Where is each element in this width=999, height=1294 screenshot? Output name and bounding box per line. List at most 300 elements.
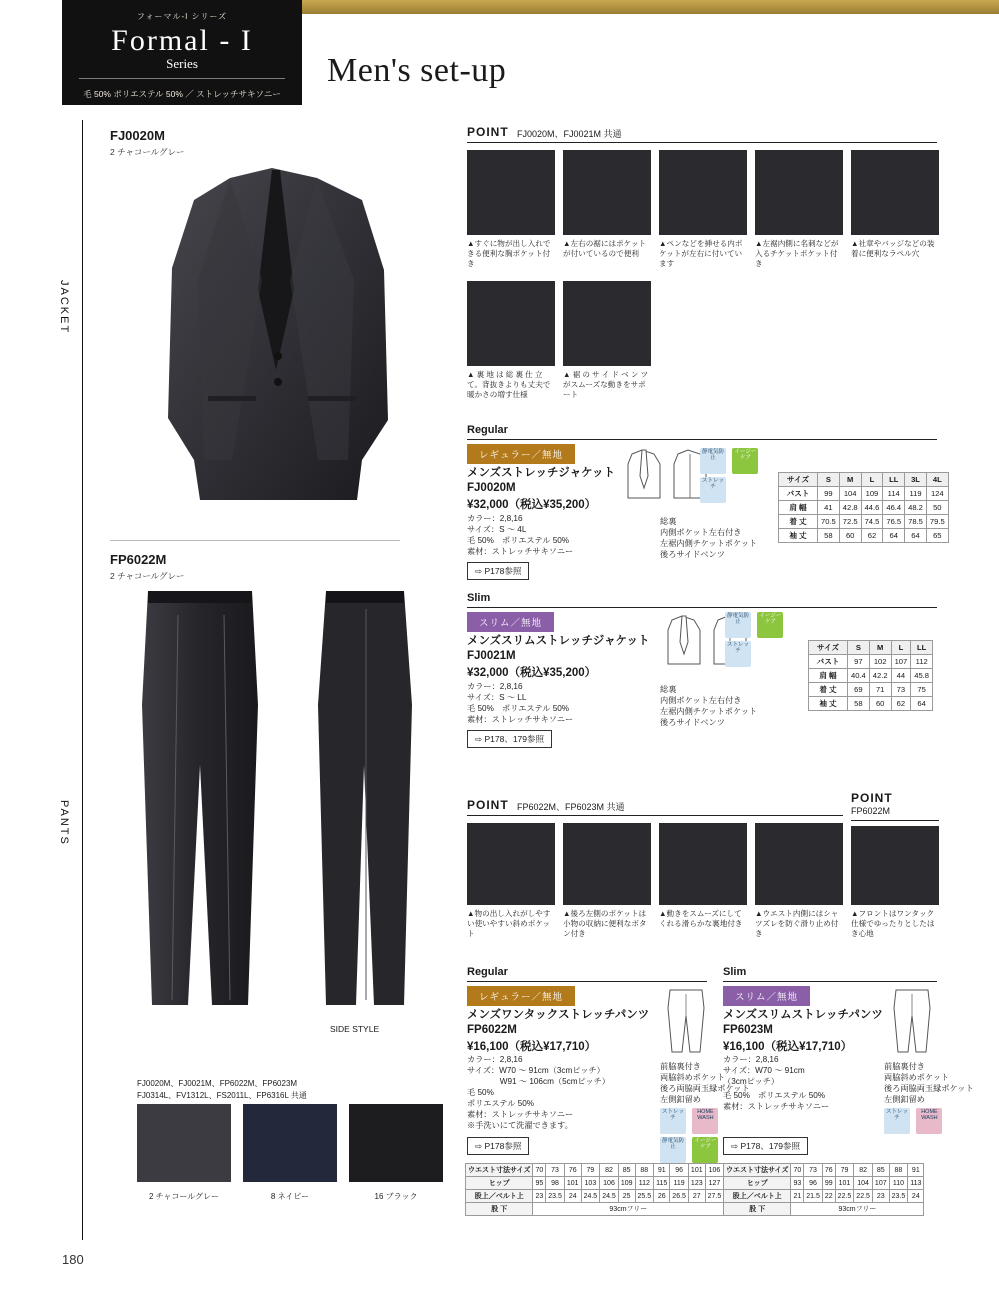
row-label: 股 下 [466,1203,533,1216]
cell: 97 [848,655,870,669]
cell: 73 [804,1164,823,1177]
table-row [724,1190,924,1203]
cell: 124 [926,487,948,501]
row-label: ヒップ [724,1177,791,1190]
swatch-item [349,1104,443,1202]
cell: 91 [654,1164,670,1177]
cell: 25 [618,1190,635,1203]
jacket-regular-spec-1: カラー：2,8,16 [467,514,523,523]
size-col-head: L [861,473,883,487]
cell: 22.5 [835,1190,854,1203]
cell: 26.5 [670,1190,689,1203]
table-row [809,697,933,711]
pants-regular-price: ¥16,100（税込¥17,710） [467,1041,597,1053]
cell: 23.5 [889,1190,908,1203]
left-divider [110,540,400,541]
pants-regular-feature-2: 両脇斜めポケット [660,1073,726,1082]
waist-table [723,1163,924,1216]
table-row [779,515,949,529]
pants-slim-price: ¥16,100（税込¥17,710） [723,1041,853,1053]
cell: 101 [835,1177,854,1190]
cell: 45.8 [911,669,933,683]
point-caption-4: ▲左裾内側に名刺などが入るチケットポケット付き [755,239,839,268]
cell: 101 [564,1177,581,1190]
cell: 65 [926,529,948,543]
vertical-tab-jacket: JACKET [58,280,70,335]
point-pants-photo-slant-pocket [467,823,555,905]
row-label: 袖 丈 [809,697,848,711]
pants-slim-rule [723,981,937,982]
row-label: 股 下 [724,1203,791,1216]
swatch-item [243,1104,337,1202]
table-row [779,473,949,487]
pants-slim-feature-4: 左側釦留め [884,1095,925,1104]
cell: 78.5 [905,515,927,529]
pants-regular-tag-label: レギュラー／無地 [467,986,575,1006]
pants-slim-section-heading: Slim [723,966,747,978]
cell: 24 [908,1190,924,1203]
point-caption-5: ▲社章やバッジなどの装着に便利なラペル穴 [851,239,935,258]
swatch-note-line-1: FJ0020M、FJ0021M、FP6022M、FP6023M [137,1079,298,1088]
point-jacket-heading: POINT [467,125,509,139]
cell: 99 [822,1177,835,1190]
jacket-slim-tag [467,612,554,632]
point-pants-right-rule [851,820,939,821]
cell: 42.2 [869,669,891,683]
row-label: ヒップ [466,1177,533,1190]
icon-antistatic: 静電気防止 [660,1137,686,1163]
jacket-slim-spec-1: カラー：2,8,16 [467,682,523,691]
jacket-slim-rule [467,607,937,608]
pants-regular-spec-3: W91 ～ 106cm（5cmピッチ） [467,1077,610,1086]
pants-slim-spec-5: 素材：ストレッチサキソニー [723,1102,830,1111]
jacket-slim-feature-2: 内側ポケット左右付き [660,696,742,705]
swatch-list [137,1104,443,1202]
series-material: 毛 50% ポリエステル 50% ／ ストレッチサキソニー [83,89,281,99]
icon-home-wash: HOME WASH [692,1108,718,1134]
pants-regular-code: FP6022M [467,1024,517,1036]
icon-home-wash: HOME WASH [916,1108,942,1134]
cell: 71 [869,683,891,697]
point-photo-chest-pocket [467,150,555,235]
table-row [809,655,933,669]
cell: 76.5 [883,515,905,529]
point-pants-right-heading: POINT [851,791,893,805]
pants-slim-illustration [886,986,938,1061]
cell: 22 [822,1190,835,1203]
cell: 115 [654,1177,670,1190]
pants-slim-ref-label[interactable]: ⇨ P178、179参照 [723,1137,808,1155]
size-col-head: M [839,473,861,487]
pants-slim-code: FP6023M [723,1024,773,1036]
table-row [779,501,949,515]
swatch-label: 2 チャコールグレー [148,1192,220,1201]
pants-regular-tag [467,986,575,1006]
point-pants-subheading: FP6022M、FP6023M 共通 [517,802,625,812]
pants-regular-spec-5: ポリエステル 50% [467,1099,535,1108]
cell: 93cmフリー [533,1203,724,1216]
pants-slim-spec-2: サイズ：W70 ～ 91cm [723,1066,805,1075]
pants-regular-illustration [660,986,712,1061]
pants-regular-spec-6: 素材：ストレッチサキソニー [467,1110,574,1119]
pants-slim-tag [723,986,810,1006]
point-caption-3: ▲ペンなどを挿せる内ポケットが左右に付いています [659,239,743,268]
jacket-regular-section-heading: Regular [467,424,508,436]
cell: 26 [654,1190,670,1203]
jacket-slim-spec-4: 素材：ストレッチサキソニー [467,715,574,724]
pants-color-label: 2 チャコールグレー [110,571,185,581]
cell: 62 [861,529,883,543]
cell: 76 [822,1164,835,1177]
size-col-head: サイズ [779,473,818,487]
cell: 109 [618,1177,635,1190]
cell: 112 [635,1177,654,1190]
pants-slim-tag-label: スリム／無地 [723,986,810,1006]
point-photo-ticket-pocket [755,150,843,235]
table-row [466,1177,724,1190]
size-col-head: LL [911,641,933,655]
pants-slim-name: メンズスリムストレッチパンツ [723,1009,883,1021]
cell: 64 [905,529,927,543]
pants-slim-spec-1: カラー：2,8,16 [723,1055,779,1064]
jacket-regular-rule [467,439,937,440]
cell: 75 [911,683,933,697]
cell: 22.5 [854,1190,873,1203]
icon-easy-care: イージーケア [757,612,783,638]
pants-slim-feature-1: 前脇裏付き [884,1062,925,1071]
jacket-slim-feature-1: 総裏 [660,685,677,694]
cell: 119 [670,1177,689,1190]
cell: 21.5 [804,1190,823,1203]
series-kana: フォーマル-I シリーズ [136,12,228,21]
pants-regular-ref[interactable] [467,1133,529,1155]
cell: 24.5 [600,1190,619,1203]
cell: 42.8 [839,501,861,515]
cell: 88 [635,1164,654,1177]
jacket-regular-feature-2: 内側ポケット左右付き [660,528,742,537]
row-label: ウエスト寸法サイズ [724,1164,791,1177]
table-row [466,1203,724,1216]
cell: 24.5 [581,1190,600,1203]
table-row [779,487,949,501]
jacket-regular-ref[interactable] [467,558,529,580]
size-col-head: サイズ [809,641,848,655]
table-row [809,641,933,655]
size-col-head: S [818,473,840,487]
icon-stretch: ストレッチ [725,641,751,667]
cell: 70 [791,1164,804,1177]
jacket-regular-size-table [778,472,949,543]
row-label: ウエスト寸法サイズ [466,1164,533,1177]
size-col-head: L [891,641,911,655]
point-jacket-rule [467,142,937,143]
jacket-slim-size-table [808,640,933,711]
point-pants-photo-back-pocket [563,823,651,905]
series-badge [62,0,302,105]
size-col-head: M [869,641,891,655]
cell: 103 [581,1177,600,1190]
pants-slim-waist-table [723,1163,924,1216]
cell: 74.5 [861,515,883,529]
badge-divider [79,78,285,79]
jacket-regular-icons [700,448,760,503]
row-label: バスト [779,487,818,501]
icon-antistatic: 静電気防止 [700,448,726,474]
pants-slim-feature-3: 後ろ両脇両玉縁ポケット [884,1084,974,1093]
pants-regular-icons [660,1108,720,1163]
row-label: 着 丈 [809,683,848,697]
series-subtitle: Series [166,56,198,71]
cell: 91 [908,1164,924,1177]
page-number: 180 [62,1252,84,1267]
swatch-label: 8 ネイビー [270,1192,310,1201]
series-title: Formal - I [111,24,253,57]
pants-regular-section-heading: Regular [467,966,508,978]
pants-front-photo [120,585,280,1020]
side-style-label: SIDE STYLE [330,1024,380,1034]
jacket-slim-ref-label[interactable]: ⇨ P178、179参照 [467,730,552,748]
jacket-slim-code: FJ0021M [467,650,516,662]
cell: 73 [546,1164,565,1177]
table-row [809,669,933,683]
swatch-color-chip [243,1104,337,1182]
jacket-regular-spec-2: サイズ：S ～ 4L [467,525,527,534]
table-row [466,1190,724,1203]
point-photo-full-lining [467,281,555,366]
row-label: 肩 幅 [779,501,818,515]
pants-slim-spec-3: （3cmピッチ） [723,1077,780,1086]
table-row [466,1164,724,1177]
table-row [724,1164,924,1177]
jacket-regular-spec-3: 毛 50% ポリエステル 50% [467,536,570,545]
cell: 85 [618,1164,635,1177]
row-label: バスト [809,655,848,669]
cell: 106 [600,1177,619,1190]
cell: 23.5 [546,1190,565,1203]
table-row [724,1177,924,1190]
pants-product-code: FP6022M [110,552,167,567]
cell: 104 [839,487,861,501]
cell: 127 [705,1177,724,1190]
cell: 44 [891,669,911,683]
cell: 64 [883,529,905,543]
pants-slim-ref[interactable] [723,1133,808,1155]
point-pants-rule [467,815,843,816]
row-label: 股上／ベルト上 [724,1190,791,1203]
cell: 27 [688,1190,705,1203]
icon-easy-care: イージーケア [692,1137,718,1163]
pants-regular-feature-1: 前脇裏付き [660,1062,701,1071]
pants-regular-spec-2: サイズ：W70 ～ 91cm（3cmピッチ） [467,1066,605,1075]
cell: 96 [670,1164,689,1177]
row-label: 着 丈 [779,515,818,529]
swatch-color-chip [137,1104,231,1182]
cell: 123 [688,1177,705,1190]
jacket-slim-ref[interactable] [467,726,552,748]
cell: 79.5 [926,515,948,529]
cell: 104 [854,1177,873,1190]
icon-stretch: ストレッチ [884,1108,910,1134]
cell: 69 [848,683,870,697]
cell: 101 [688,1164,705,1177]
cell: 102 [869,655,891,669]
jacket-slim-spec-3: 毛 50% ポリエステル 50% [467,704,570,713]
cell: 72.5 [839,515,861,529]
cell: 70 [533,1164,546,1177]
jacket-slim-feature-4: 後ろサイドベンツ [660,718,725,727]
point-pants-right-subheading: FP6022M [851,806,891,816]
left-vertical-rule [82,120,83,1240]
cell: 70.5 [818,515,840,529]
jacket-regular-feature-1: 総裏 [660,517,677,526]
cell: 79 [581,1164,600,1177]
jacket-regular-spec-4: 素材：ストレッチサキソニー [467,547,574,556]
cell: 113 [908,1177,924,1190]
cell: 85 [872,1164,889,1177]
jacket-product-code: FJ0020M [110,128,165,143]
point-pants-photo-one-tuck [851,826,939,905]
jacket-regular-code: FJ0020M [467,482,516,494]
cell: 109 [861,487,883,501]
cell: 114 [883,487,905,501]
jacket-color-label: 2 チャコールグレー [110,147,185,157]
jacket-slim-section-heading: Slim [467,592,491,604]
point-photo-lapel-hole [851,150,939,235]
cell: 23 [872,1190,889,1203]
cell: 119 [905,487,927,501]
jacket-slim-feature-3: 左裾内側チケットポケット [660,707,758,716]
top-bar-gap [0,0,62,14]
icon-stretch: ストレッチ [660,1108,686,1134]
jacket-slim-icons [725,612,785,667]
point-caption-7: ▲ 裾 の サ イ ド ベ ン ツがスムーズな動きをサポート [563,370,649,399]
cell: 82 [854,1164,873,1177]
pants-regular-name: メンズワンタックストレッチパンツ [467,1009,650,1021]
pants-slim-icons [884,1108,944,1134]
icon-easy-care: イージーケア [732,448,758,474]
cell: 107 [872,1177,889,1190]
cell: 98 [546,1177,565,1190]
pants-regular-rule [467,981,707,982]
pants-regular-waist-table [465,1163,724,1216]
cell: 44.6 [861,501,883,515]
pants-regular-ref-label[interactable]: ⇨ P178参照 [467,1137,529,1155]
cell: 60 [869,697,891,711]
jacket-regular-name: メンズストレッチジャケット [467,467,616,479]
page-title: Men's set-up [327,52,507,89]
jacket-regular-ref-label[interactable]: ⇨ P178参照 [467,562,529,580]
icon-stretch: ストレッチ [700,477,726,503]
cell: 88 [889,1164,908,1177]
size-col-head: 4L [926,473,948,487]
size-col-head: LL [883,473,905,487]
pants-slim-feature-2: 両脇斜めポケット [884,1073,950,1082]
swatch-note-line-2: FJ0314L、FV1312L、FS2011L、FP6316L 共通 [137,1091,307,1100]
jacket-regular-tag [467,444,575,464]
cell: 21 [791,1190,804,1203]
cell: 99 [818,487,840,501]
cell: 106 [705,1164,724,1177]
row-label: 肩 幅 [809,669,848,683]
vertical-tab-pants: PANTS [58,800,70,846]
size-col-head: S [848,641,870,655]
cell: 62 [891,697,911,711]
jacket-regular-feature-3: 左裾内側チケットポケット [660,539,758,548]
cell: 27.5 [705,1190,724,1203]
pants-regular-feature-3: 後ろ両脇両玉縁ポケット [660,1084,750,1093]
size-col-head: 3L [905,473,927,487]
row-label: 袖 丈 [779,529,818,543]
cell: 73 [891,683,911,697]
cell: 48.2 [905,501,927,515]
swatch-item [137,1104,231,1202]
cell: 95 [533,1177,546,1190]
cell: 93 [791,1177,804,1190]
table-row [779,529,949,543]
swatch-label: 16 ブラック [374,1192,418,1201]
cell: 96 [804,1177,823,1190]
point-photo-pen-pocket [659,150,747,235]
size-table [808,640,933,711]
row-label: 股上／ベルト上 [466,1190,533,1203]
pants-regular-feature-4: 左側釦留め [660,1095,701,1104]
cell: 23 [533,1190,546,1203]
jacket-slim-tag-label: スリム／無地 [467,612,554,632]
point-pants-heading: POINT [467,798,509,812]
cell: 50 [926,501,948,515]
point-pants-caption-1: ▲物の出し入れがしやすい使いやすい斜めポケット [467,909,551,938]
jacket-slim-name: メンズスリムストレッチジャケット [467,635,650,647]
size-table [778,472,949,543]
table-row [724,1203,924,1216]
pants-regular-spec-1: カラー：2,8,16 [467,1055,523,1064]
icon-antistatic: 静電気防止 [725,612,751,638]
jacket-regular-tag-label: レギュラー／無地 [467,444,575,464]
swatch-color-chip [349,1104,443,1182]
jacket-slim-spec-2: サイズ：S ～ LL [467,693,527,702]
point-pants-caption-2: ▲後ろ左側のポケットは小物の収納に便利なボタン付き [563,909,647,938]
jacket-regular-price: ¥32,000（税込¥35,200） [467,499,597,511]
cell: 76 [564,1164,581,1177]
jacket-slim-price: ¥32,000（税込¥35,200） [467,667,597,679]
cell: 82 [600,1164,619,1177]
pants-side-photo [300,585,430,1020]
cell: 107 [891,655,911,669]
point-jacket-subheading: FJ0020M、FJ0021M 共通 [517,129,622,139]
cell: 110 [889,1177,908,1190]
point-pants-caption-3: ▲動きをスムーズにしてくれる滑らかな裏地付き [659,909,743,928]
point-pants-photo-waist-grip [755,823,843,905]
jacket-regular-feature-4: 後ろサイドベンツ [660,550,725,559]
table-row [809,683,933,697]
pants-slim-spec-4: 毛 50% ポリエステル 50% [723,1091,826,1100]
point-caption-2: ▲左右の裾にはポケットが付いているので便利 [563,239,647,258]
point-pants-caption-4: ▲ウエスト内側にはシャツズレを防ぐ滑り止め付き [755,909,839,938]
point-pants-photo-lining [659,823,747,905]
point-photo-hem-pocket [563,150,651,235]
cell: 40.4 [848,669,870,683]
jacket-photo [112,160,442,535]
point-pants-right-caption-1: ▲フロントはワンタック仕様でゆったりとしたはき心地 [851,909,935,938]
cell: 79 [835,1164,854,1177]
cell: 46.4 [883,501,905,515]
cell: 41 [818,501,840,515]
cell: 58 [848,697,870,711]
cell: 60 [839,529,861,543]
pants-regular-spec-7: ※手洗いにて洗濯できます。 [467,1121,573,1130]
cell: 93cmフリー [791,1203,924,1216]
point-photo-side-vents [563,281,651,366]
